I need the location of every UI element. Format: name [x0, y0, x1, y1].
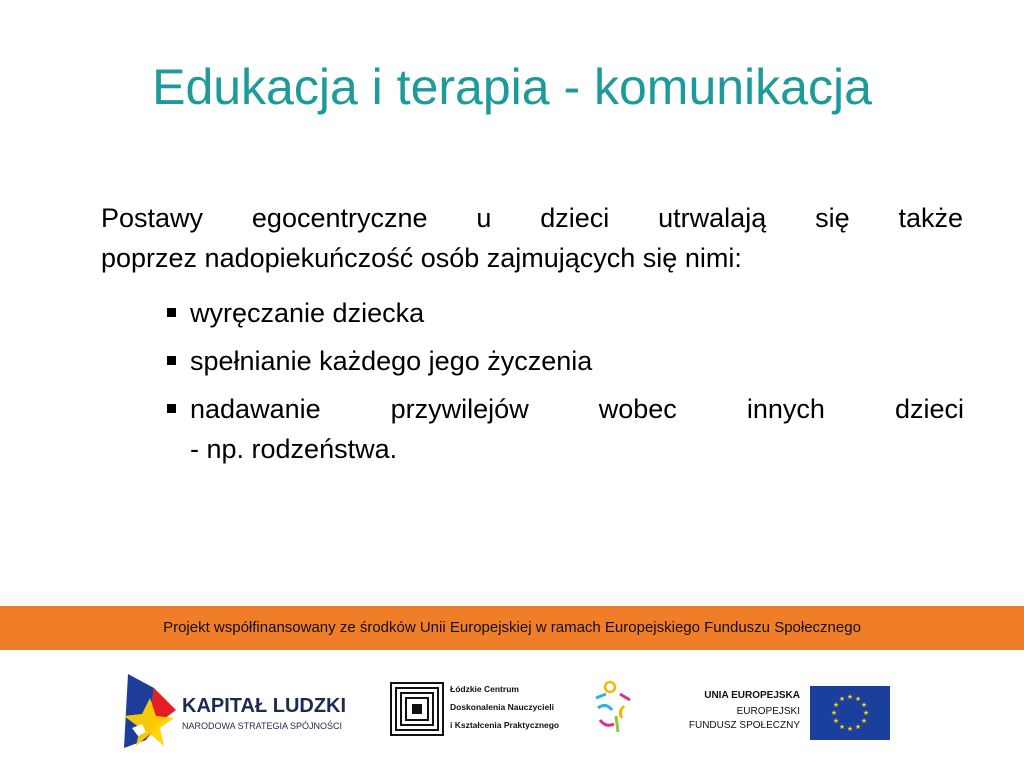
- lodzkie-centrum-line-3: i Kształcenia Praktycznego: [450, 720, 560, 730]
- bullet-list: [164, 293, 964, 477]
- bullet-text: spełnianie każdego jego życzenia: [190, 346, 593, 376]
- svg-text:★: ★: [846, 693, 854, 701]
- colorful-figure-logo: [590, 680, 640, 748]
- bullet-text: nadawanie przywilejów wobec innych dzieci: [190, 394, 964, 424]
- list-item: [164, 389, 964, 469]
- lodzkie-centrum-square-icon: [390, 682, 444, 736]
- bullet-text-continuation: - np. rodzeństwa.: [190, 434, 398, 464]
- intro-line-1: Postawy egocentryczne u dzieci utrwalają się także: [101, 203, 963, 233]
- square-bullet-icon: [167, 404, 176, 413]
- square-bullet-icon: [167, 308, 176, 317]
- eu-line-1: UNIA EUROPEJSKA: [704, 690, 800, 701]
- intro-paragraph: [101, 198, 963, 278]
- svg-text:★: ★: [832, 717, 840, 725]
- footer-banner-text: Projekt współfinansowany ze środków Unii Europejskiej w ramach Europejskiego Funduszu Społecznego: [163, 619, 861, 636]
- eu-flag-icon: [810, 686, 890, 740]
- footer-logos: [0, 650, 1024, 768]
- svg-text:★: ★: [854, 695, 862, 703]
- kapital-ludzki-name: KAPITAŁ LUDZKI: [182, 695, 347, 717]
- svg-text:★: ★: [832, 701, 840, 709]
- eu-line-3: FUNDUSZ SPOŁECZNY: [688, 720, 800, 731]
- svg-text:★: ★: [838, 723, 846, 731]
- square-bullet-icon: [167, 356, 176, 365]
- svg-text:★: ★: [838, 695, 846, 703]
- svg-text:★: ★: [862, 709, 870, 717]
- footer-banner: [0, 606, 1024, 650]
- kapital-ludzki-subtitle: NARODOWA STRATEGIA SPÓJNOŚCI: [182, 721, 343, 731]
- bullet-text: wyręczanie dziecka: [190, 298, 425, 328]
- svg-text:★: ★: [860, 717, 868, 725]
- slide-title: Edukacja i terapia - komunikacja: [152, 59, 872, 115]
- svg-text:★: ★: [854, 723, 862, 731]
- svg-text:★: ★: [846, 725, 854, 733]
- lodzkie-centrum-line-2: Doskonalenia Nauczycieli: [450, 702, 554, 712]
- svg-text:★: ★: [830, 709, 838, 717]
- lodzkie-centrum-line-1: Łódzkie Centrum: [450, 684, 519, 694]
- kapital-ludzki-star-icon: [120, 670, 178, 752]
- lodzkie-centrum-logo: [390, 682, 560, 742]
- list-item: [164, 341, 964, 381]
- eu-logo: [690, 688, 900, 744]
- eu-line-2: EUROPEJSKI: [736, 706, 800, 717]
- list-item: [164, 293, 964, 333]
- svg-text:★: ★: [860, 701, 868, 709]
- colorful-figure-icon: [590, 680, 640, 738]
- intro-line-2: poprzez nadopiekuńczość osób zajmujących się nimi:: [101, 243, 742, 273]
- kapital-ludzki-logo: [120, 670, 360, 752]
